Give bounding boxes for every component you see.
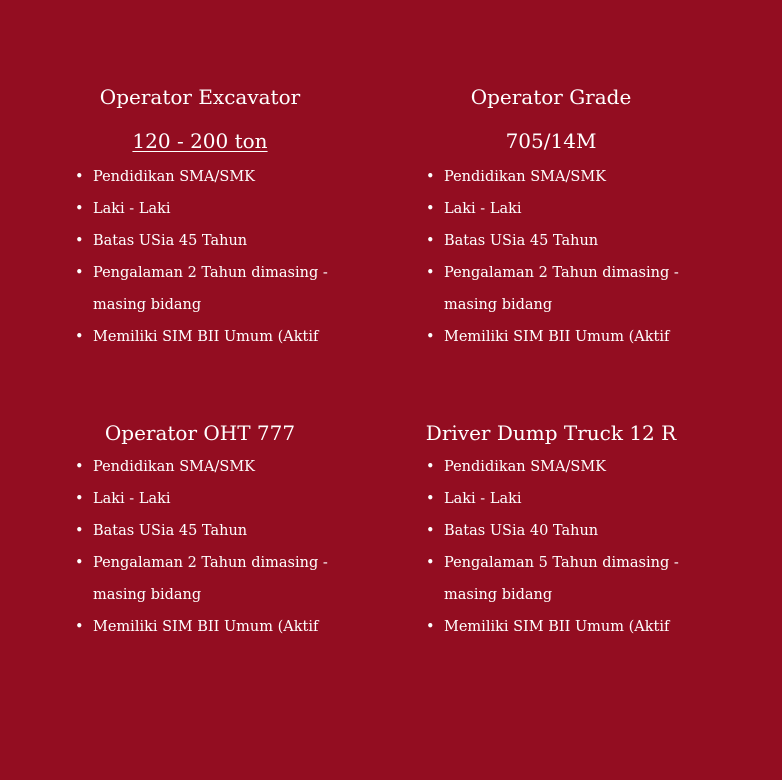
bullet-icon: •: [75, 169, 84, 185]
bullet-icon: •: [75, 619, 84, 635]
job-title: Operator Grade: [470, 85, 632, 109]
list-item: • Laki - Laki: [74, 483, 350, 515]
list-item: • Pengalaman 2 Tahun dimasing - masing bidang: [425, 257, 701, 321]
job-card-driver-dump-truck: [401, 421, 701, 643]
job-title: Driver Dump Truck 12 R: [425, 421, 677, 445]
list-item: • Batas USia 45 Tahun: [74, 225, 350, 257]
requirements-list: [74, 451, 350, 643]
list-item: • Pendidikan SMA/SMK: [74, 451, 350, 483]
bullet-icon: •: [75, 491, 84, 507]
list-item: • Memiliki SIM BII Umum (Aktif: [425, 321, 701, 353]
bullet-icon: •: [426, 169, 435, 185]
bullet-icon: •: [426, 233, 435, 249]
bullet-icon: •: [75, 265, 84, 281]
bullet-icon: •: [426, 265, 435, 281]
list-item: • Laki - Laki: [425, 483, 701, 515]
bullet-icon: •: [75, 555, 84, 571]
list-item: • Batas USia 45 Tahun: [425, 225, 701, 257]
job-card-operator-grade: [401, 85, 701, 353]
bullet-icon: •: [75, 201, 84, 217]
bullet-icon: •: [75, 329, 84, 345]
bullet-icon: •: [75, 233, 84, 249]
bullet-icon: •: [426, 523, 435, 539]
bullet-icon: •: [426, 619, 435, 635]
requirements-list: [74, 161, 350, 353]
list-item: • Batas USia 45 Tahun: [74, 515, 350, 547]
bullet-icon: •: [426, 201, 435, 217]
list-item: • Memiliki SIM BII Umum (Aktif: [74, 321, 350, 353]
list-item: • Pengalaman 2 Tahun dimasing - masing bidang: [74, 547, 350, 611]
list-item: • Memiliki SIM BII Umum (Aktif: [425, 611, 701, 643]
job-subtitle: 705/14M: [505, 129, 597, 153]
list-item: • Pengalaman 5 Tahun dimasing - masing bidang: [425, 547, 701, 611]
job-title: Operator OHT 777: [104, 421, 296, 445]
bullet-icon: •: [75, 523, 84, 539]
bullet-icon: •: [426, 459, 435, 475]
requirements-list: [425, 451, 701, 643]
job-subtitle: 120 - 200 ton: [132, 129, 268, 153]
job-title: Operator Excavator: [99, 85, 301, 109]
list-item: • Pendidikan SMA/SMK: [425, 451, 701, 483]
list-item: • Pendidikan SMA/SMK: [74, 161, 350, 193]
list-item: • Laki - Laki: [74, 193, 350, 225]
list-item: • Batas USia 40 Tahun: [425, 515, 701, 547]
requirements-list: [425, 161, 701, 353]
bullet-icon: •: [426, 491, 435, 507]
list-item: • Laki - Laki: [425, 193, 701, 225]
list-item: • Pendidikan SMA/SMK: [425, 161, 701, 193]
list-item: • Memiliki SIM BII Umum (Aktif: [74, 611, 350, 643]
job-card-operator-excavator: [50, 85, 350, 353]
bullet-icon: •: [426, 329, 435, 345]
job-card-operator-oht: [50, 421, 350, 643]
bullet-icon: •: [426, 555, 435, 571]
bullet-icon: •: [75, 459, 84, 475]
list-item: • Pengalaman 2 Tahun dimasing - masing bidang: [74, 257, 350, 321]
